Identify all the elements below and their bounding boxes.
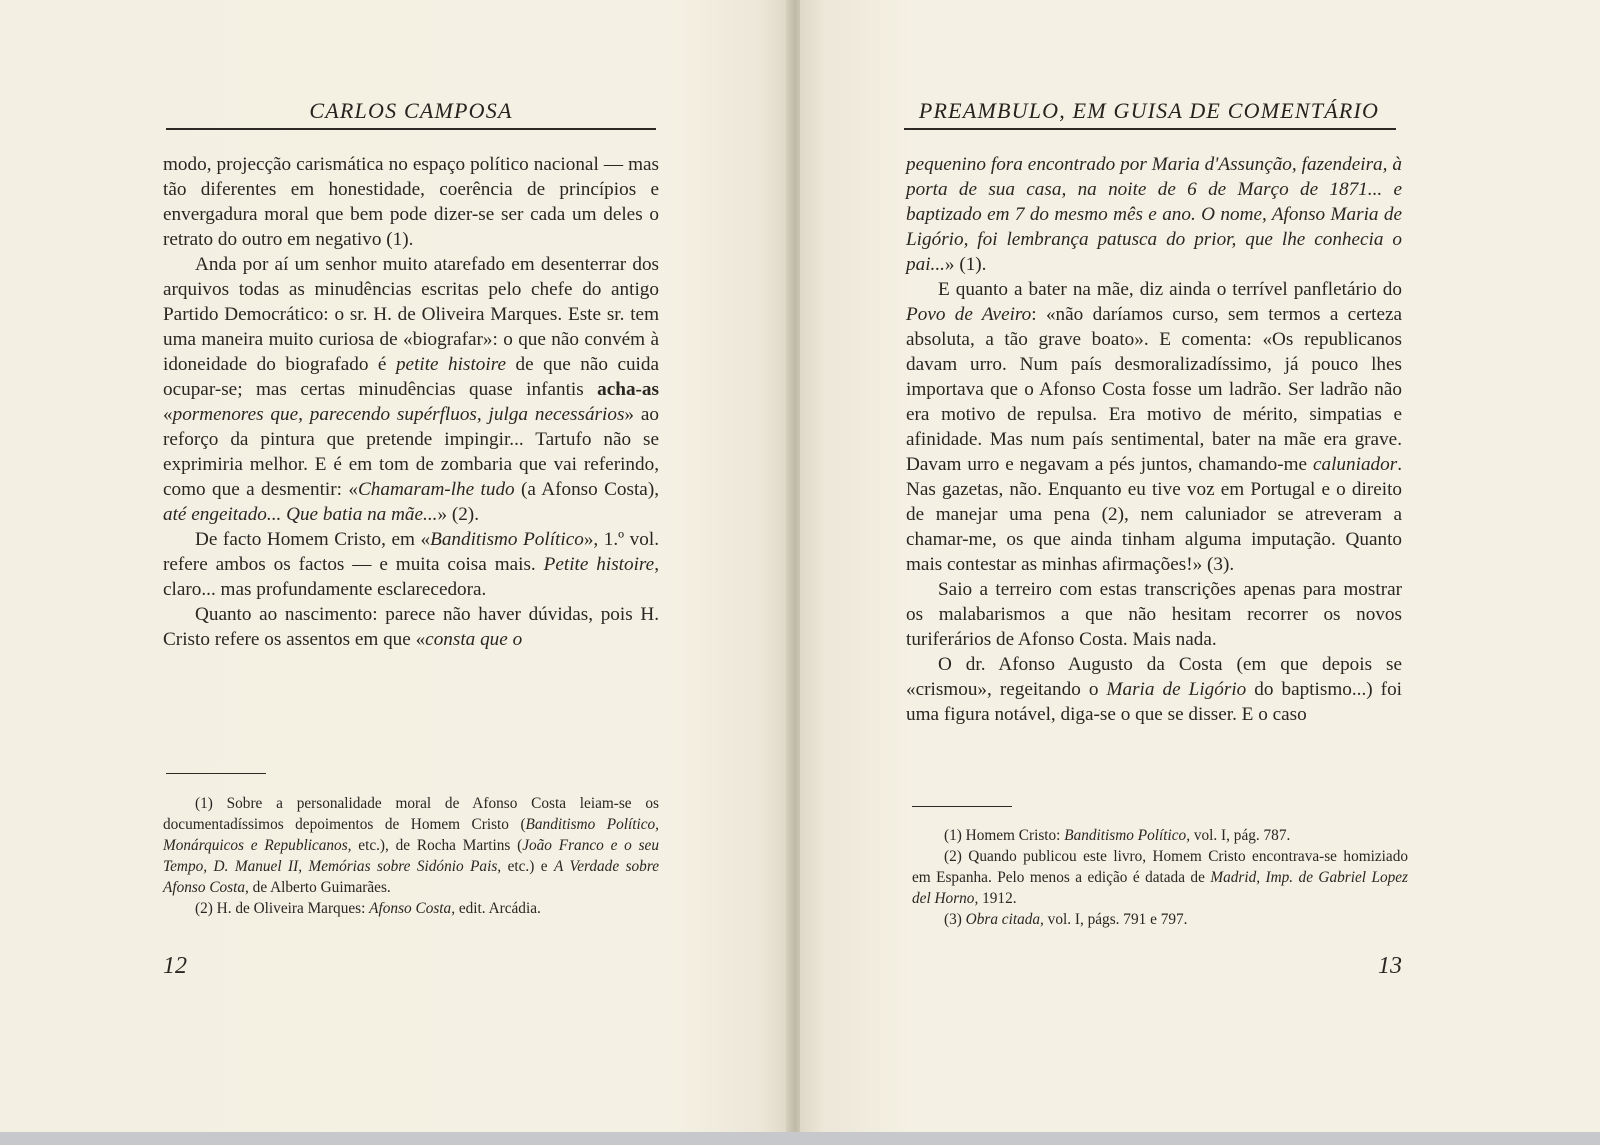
right-paragraph-2: E quanto a bater na mãe, diz ainda o terrível panfletário do Povo de Aveiro: «não daríamos curso, sem termos a certeza absoluta, a tão grave boato». E comenta: «Os republicanos davam urro. Num país desmoralizadíssimo, já pouco lhes importava que o Afonso Costa fosse um ladrão. Ser ladrão não era motivo de repulsa. Era motivo de mérito, simpatias e afinidade. Mas num país sentimental, bater na mãe era grave. Davam urro e negavam a pés juntos, chamando-me caluniador. Nas gazetas, não. Enquanto eu tive voz em Portugal e o direito de manejar uma pena (2), nem caluniador se atreveram a chamar-me, os que ainda tinham alguma imputação. Quanto mais contestar as minhas afirmações!» (3). (906, 279, 1402, 575)
left-paragraph-2: Anda por aí um senhor muito atarefado em desenterrar dos arquivos todas as minudências escritas pelo chefe do antigo Partido Democrático: o sr. H. de Oliveira Marques. Este sr. tem uma maneira muito curiosa de «biografar»: o que não convém à idoneidade do biografado é petite histoire de que não cuida ocupar-se; mas certas minudências quase infantis acha-as «pormenores que, parecendo supérfluos, julga necessários» ao reforço da pintura que pretende impingir... Tartufo não se exprimiria melhor. E é em tom de zombaria que vai referindo, como que a desmentir: «Chamaram-lhe tudo (a Afonso Costa), até engeitado... Que batia na mãe...» (2). (163, 254, 660, 525)
right-footnote-3: (3) Obra citada, vol. I, págs. 791 e 797. (944, 911, 1188, 928)
left-paragraph-3: De facto Homem Cristo, em «Banditismo Político», 1.º vol. refere ambos os factos — e muita coisa mais. Petite histoire, claro... mas profundamente esclarecedora. (163, 529, 659, 600)
right-body-text (906, 152, 1402, 727)
left-footnote-1: (1) Sobre a personalidade moral de Afonso Costa leiam-se os documentadíssimos depoimentos de Homem Cristo (Banditismo Político, Monárquicos e Republicanos, etc.), de Rocha Martins (João Franco e o seu Tempo, D. Manuel II, Memórias sobre Sidónio Pais, etc.) e A Verdade sobre Afonso Costa, de Alberto Guimarães. (163, 795, 659, 896)
right-footnotes (912, 825, 1408, 930)
scan-bottom-edge (0, 1132, 1600, 1145)
right-page (800, 0, 1600, 1138)
right-paragraph-4: O dr. Afonso Augusto da Costa (em que depois se «crismou», regeitando o Maria de Ligório do baptismo...) foi uma figura notável, diga-se o que se disser. E o caso (906, 654, 1403, 725)
left-body-text (163, 152, 659, 652)
left-footnote-rule (166, 773, 266, 774)
right-header-rule (904, 128, 1396, 130)
left-header-rule (166, 128, 656, 130)
right-running-head: PREAMBULO, EM GUISA DE COMENTÁRIO (918, 98, 1380, 123)
right-paragraph-1: pequenino fora encontrado por Maria d'Assunção, fazendeira, à porta de sua casa, na noite de 6 de Março de 1871... e baptizado em 7 do mesmo mês e ano. O nome, Afonso Maria de Ligório, foi lembrança patusca do prior, que lhe conhecia o pai...» (1). (906, 154, 1402, 275)
right-footnote-rule (912, 806, 1012, 807)
right-paragraph-3: Saio a terreiro com estas transcrições apenas para mostrar os malabarismos a que não hesitam recorrer os novos turiferários de Afonso Costa. Mais nada. (906, 579, 1402, 650)
right-page-number: 13 (1378, 953, 1402, 979)
left-running-head: CARLOS CAMPOSA (309, 98, 513, 123)
left-footnote-2: (2) H. de Oliveira Marques: Afonso Costa, edit. Arcádia. (195, 900, 541, 917)
left-page-number: 12 (163, 953, 187, 979)
left-footnotes (163, 793, 659, 919)
left-paragraph-1: modo, projecção carismática no espaço político nacional — mas tão diferentes em honestidade, coerência de princípios e envergadura moral que bem pode dizer-se ser cada um deles o retrato do outro em negativo (1). (163, 154, 659, 250)
right-footnote-1: (1) Homem Cristo: Banditismo Político, vol. I, pág. 787. (944, 827, 1291, 844)
right-footnote-2: (2) Quando publicou este livro, Homem Cristo encontrava-se homiziado em Espanha. Pelo menos a edição é datada de Madrid, Imp. de Gabriel Lopez del Horno, 1912. (912, 848, 1409, 907)
left-page (0, 0, 792, 1138)
left-paragraph-4: Quanto ao nascimento: parece não haver dúvidas, pois H. Cristo refere os assentos em que «consta que o (163, 604, 659, 650)
